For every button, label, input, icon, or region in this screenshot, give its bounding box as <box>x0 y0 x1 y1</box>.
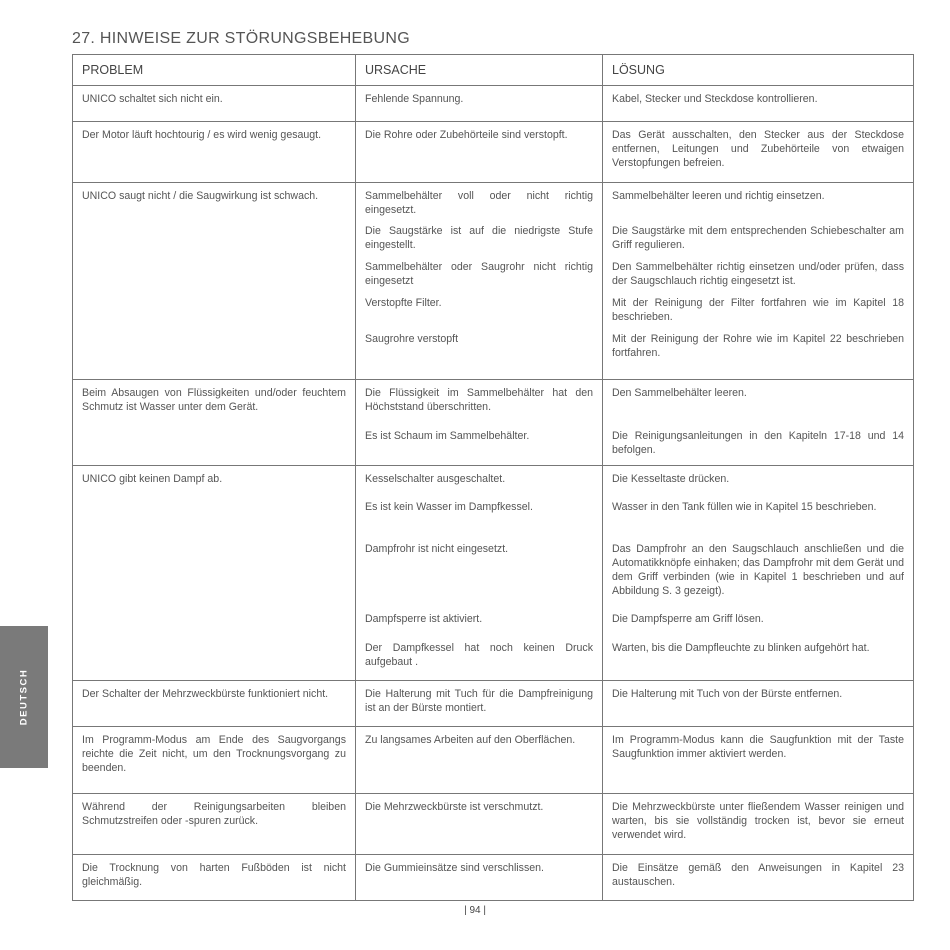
cause-entry: Es ist kein Wasser im Dampfkessel. <box>365 501 533 513</box>
cause-entry: Saugrohre verstopft <box>365 333 459 345</box>
cause-entry: Fehlende Spannung. <box>365 93 464 105</box>
solution-cell <box>603 86 914 122</box>
solution-cell <box>603 794 914 855</box>
solution-cell <box>603 466 914 681</box>
cause-entry: Zu langsames Arbeiten auf den Oberflächen. <box>365 734 576 746</box>
language-tab <box>0 626 48 768</box>
page-number: | 94 | <box>464 905 486 916</box>
header-solution: LÖSUNG <box>603 55 914 86</box>
solution-cell <box>603 727 914 794</box>
problem-cell: Der Motor läuft hochtourig / es wird wenig gesaugt. <box>73 122 356 183</box>
solution-entry: Wasser in den Tank füllen wie in Kapitel 15 beschrieben. <box>612 501 877 513</box>
cause-cell <box>356 466 603 681</box>
table-row <box>73 183 914 380</box>
solution-entry: Sammelbehälter leeren und richtig einsetzen. <box>612 190 825 202</box>
table-row <box>73 466 914 681</box>
solution-entry: Mit der Reinigung der Filter fortfahren wie im Kapitel 18 beschrieben. <box>612 297 904 323</box>
cause-cell <box>356 380 603 466</box>
solution-entry: Im Programm-Modus kann die Saugfunktion mit der Taste Saugfunktion immer aktiviert werden. <box>612 734 904 760</box>
header-cause: URSACHE <box>356 55 603 86</box>
cause-entry: Dampfsperre ist aktiviert. <box>365 613 483 625</box>
solution-entry: Den Sammelbehälter leeren. <box>612 387 747 399</box>
cause-entry: Der Dampfkessel hat noch keinen Druck aufgebaut . <box>365 642 593 668</box>
solution-entry: Die Mehrzweckbürste unter fließendem Wasser reinigen und warten, bis sie vollständig trocken ist, bevor sie erneut verwendet wird. <box>612 801 904 841</box>
solution-cell <box>603 681 914 727</box>
cause-cell <box>356 681 603 727</box>
solution-entry: Die Kesseltaste drücken. <box>612 473 730 485</box>
cause-entry: Die Mehrzweckbürste ist verschmutzt. <box>365 801 544 813</box>
cause-cell <box>356 122 603 183</box>
problem-cell: Der Schalter der Mehrzweckbürste funktioniert nicht. <box>73 681 356 727</box>
solution-entry: Die Dampfsperre am Griff lösen. <box>612 613 764 625</box>
cause-entry: Kesselschalter ausgeschaltet. <box>365 473 506 485</box>
cause-entry: Die Saugstärke ist auf die niedrigste Stufe eingestellt. <box>365 225 593 251</box>
solution-entry: Die Einsätze gemäß den Anweisungen in Kapitel 23 austauschen. <box>612 862 904 888</box>
header-problem: PROBLEM <box>73 55 356 86</box>
cause-entry: Die Gummieinsätze sind verschlissen. <box>365 862 544 874</box>
solution-entry: Mit der Reinigung der Rohre wie im Kapitel 22 beschrieben fortfahren. <box>612 333 904 359</box>
problem-cell: Die Trocknung von harten Fußböden ist nicht gleichmäßig. <box>73 855 356 901</box>
problem-cell: Während der Reinigungsarbeiten bleiben Schmutzstreifen oder -spuren zurück. <box>73 794 356 855</box>
cause-cell <box>356 727 603 794</box>
problem-cell: UNICO gibt keinen Dampf ab. <box>73 466 356 681</box>
solution-cell <box>603 183 914 380</box>
table-row <box>73 681 914 727</box>
cause-entry: Sammelbehälter oder Saugrohr nicht richtig eingesetzt <box>365 261 593 287</box>
solution-entry: Warten, bis die Dampfleuchte zu blinken aufgehört hat. <box>612 642 870 654</box>
cause-entry: Dampfrohr ist nicht eingesetzt. <box>365 543 509 555</box>
solution-entry: Die Reinigungsanleitungen in den Kapiteln 17-18 und 14 befolgen. <box>612 430 904 456</box>
cause-entry: Sammelbehälter voll oder nicht richtig eingesetzt. <box>365 190 593 216</box>
problem-cell: UNICO schaltet sich nicht ein. <box>73 86 356 122</box>
solution-entry: Die Saugstärke mit dem entsprechenden Schiebeschalter am Griff regulieren. <box>612 225 904 251</box>
solution-cell <box>603 122 914 183</box>
solution-entry: Die Halterung mit Tuch von der Bürste entfernen. <box>612 688 843 700</box>
troubleshooting-table <box>72 54 914 901</box>
problem-cell: UNICO saugt nicht / die Saugwirkung ist schwach. <box>73 183 356 380</box>
table-row <box>73 86 914 122</box>
cause-entry: Es ist Schaum im Sammelbehälter. <box>365 430 530 442</box>
table-row <box>73 727 914 794</box>
solution-entry: Das Dampfrohr an den Saugschlauch anschließen und die Automatikknöpfe einhaken; das Dampfrohr mit dem Gerät und dem Griff verbinden (wie in Kapitel 1 beschrieben und auf Abbildung S. 3 gezeigt). <box>612 543 904 597</box>
solution-entry: Den Sammelbehälter richtig einsetzen und/oder prüfen, dass der Saugschlauch richtig eingesetzt ist. <box>612 261 904 287</box>
cause-cell <box>356 86 603 122</box>
problem-cell: Beim Absaugen von Flüssigkeiten und/oder feuchtem Schmutz ist Wasser unter dem Gerät. <box>73 380 356 466</box>
table-row <box>73 122 914 183</box>
table-row <box>73 794 914 855</box>
cause-entry: Die Halterung mit Tuch für die Dampfreinigung ist an der Bürste montiert. <box>365 688 593 714</box>
solution-entry: Kabel, Stecker und Steckdose kontrollieren. <box>612 93 818 105</box>
cause-entry: Die Flüssigkeit im Sammelbehälter hat den Höchststand überschritten. <box>365 387 593 413</box>
language-tab-label: DEUTSCH <box>18 668 30 726</box>
cause-entry: Die Rohre oder Zubehörteile sind verstopft. <box>365 129 568 141</box>
solution-cell <box>603 380 914 466</box>
table-row <box>73 855 914 901</box>
problem-cell: Im Programm-Modus am Ende des Saugvorgangs reichte die Zeit nicht, um den Trocknungsvorgang zu beenden. <box>73 727 356 794</box>
solution-entry: Das Gerät ausschalten, den Stecker aus der Steckdose entfernen, Leitungen und Zubehörteile von etwaigen Verstopfungen befreien. <box>612 129 904 169</box>
cause-cell <box>356 855 603 901</box>
cause-cell <box>356 794 603 855</box>
table-row <box>73 380 914 466</box>
cause-cell <box>356 183 603 380</box>
cause-entry: Verstopfte Filter. <box>365 297 442 309</box>
page-title: 27. HINWEISE ZUR STÖRUNGSBEHEBUNG <box>72 30 410 47</box>
solution-cell <box>603 855 914 901</box>
table-header-row <box>73 55 914 86</box>
